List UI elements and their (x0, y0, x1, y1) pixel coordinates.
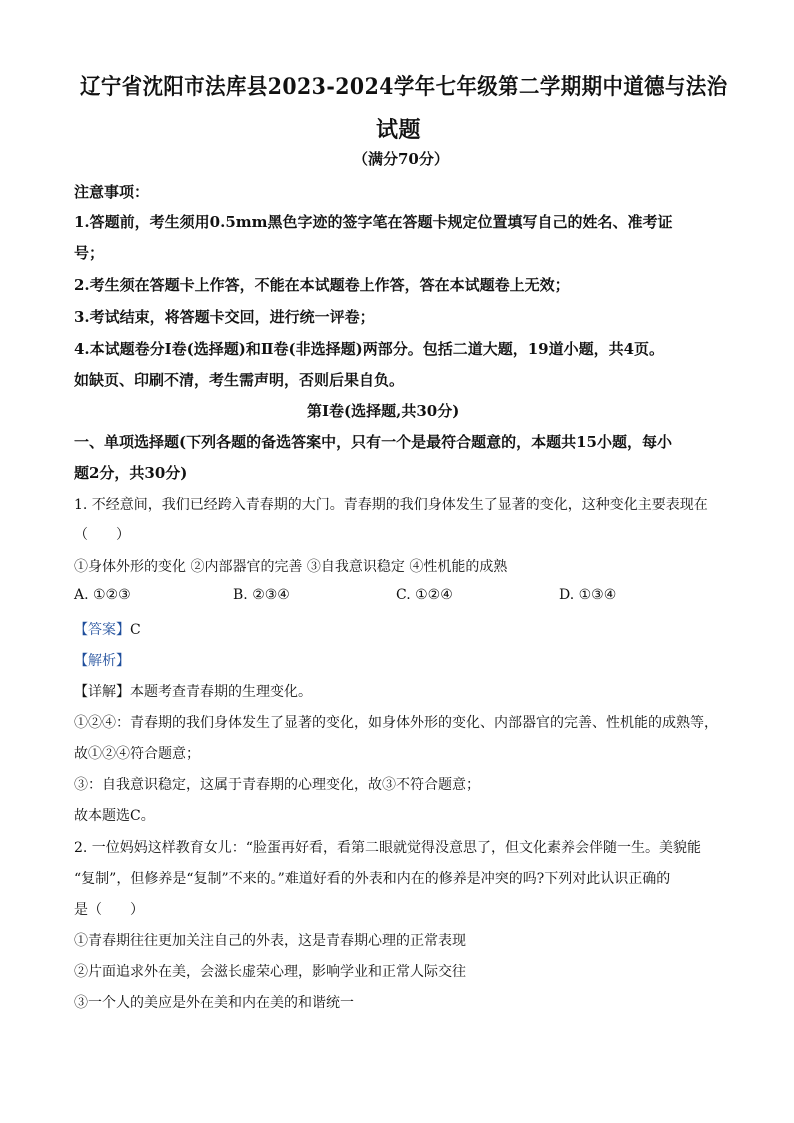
q1-items: ①身体外形的变化 ②内部器官的完善 ③自我意识稳定 ④性机能的成熟 (74, 559, 508, 575)
notice-item-1-line2: 号； (74, 244, 105, 262)
q1-analysis-tag: 【解析】 (74, 653, 130, 669)
q2-stem-line1: 2. 一位妈妈这样教育女儿：“脸蛋再好看，看第二眼就觉得没意思了，但文化素养会伴随一生。美貌能 (74, 840, 701, 856)
q1-option-b: B. ②③④ (233, 587, 290, 603)
answer-tag: 【答案】 (74, 622, 130, 638)
q1-option-d: D. ①③④ (559, 587, 617, 603)
q1-option-c: C. ①②④ (396, 587, 453, 603)
q1-stem-line2: （ ） (74, 527, 130, 543)
notice-item-1-line1: 1.答题前，考生须用0.5mm黑色字迹的签字笔在答题卡规定位置填写自己的姓名、准考证 (74, 213, 673, 231)
q1-option-a: A. ①②③ (74, 587, 131, 603)
q1-conclusion: 故本题选C。 (74, 808, 155, 824)
q1-explanation-1-line2: 故①②④符合题意； (74, 746, 200, 762)
q1-stem-line1: 1. 不经意间，我们已经跨入青春期的大门。青春期的我们身体发生了显著的变化，这种变化主要表现在 (74, 497, 708, 513)
q1-detail (74, 681, 312, 701)
detail-tag: 【详解】 (74, 684, 130, 700)
exam-score: （满分70分） (353, 150, 449, 168)
section1-heading-line2: 题2分，共30分) (74, 464, 188, 482)
notice-item-3: 3.考试结束，将答题卡交回，进行统一评卷； (74, 308, 375, 326)
notice-heading: 注意事项： (74, 183, 150, 201)
answer-value: C (130, 622, 141, 638)
q2-item-2: ②片面追求外在美，会滋长虚荣心理，影响学业和正常人际交往 (74, 964, 466, 980)
part1-heading: 第Ⅰ卷(选择题,共30分) (307, 402, 460, 420)
section1-heading-line1: 一、单项选择题(下列各题的备选答案中，只有一个是最符合题意的，本题共15小题，每小 (74, 433, 672, 451)
q2-item-3: ③一个人的美应是外在美和内在美的和谐统一 (74, 995, 354, 1011)
q1-answer (74, 619, 141, 639)
notice-item-4-line1: 4.本试题卷分Ⅰ卷(选择题)和Ⅱ卷(非选择题)两部分。包括二道大题，19道小题，共4页。 (74, 340, 665, 358)
q2-stem-line3: 是（ ） (74, 902, 144, 918)
q1-explanation-1-line1: ①②④：青春期的我们身体发生了显著的变化，如身体外形的变化、内部器官的完善、性机能的成熟等， (74, 715, 718, 731)
q2-item-1: ①青春期往往更加关注自己的外表，这是青春期心理的正常表现 (74, 933, 466, 949)
detail-text: 本题考查青春期的生理变化。 (130, 684, 312, 700)
exam-title-line1: 辽宁省沈阳市法库县2023-2024学年七年级第二学期期中道德与法治 (80, 74, 728, 100)
q2-stem-line2: “复制”，但修养是“复制”不来的。”难道好看的外表和内在的修养是冲突的吗?下列对此认识正确的 (74, 871, 671, 887)
notice-item-4-line2: 如缺页、印刷不清，考生需声明，否则后果自负。 (74, 371, 405, 389)
q1-explanation-2: ③：自我意识稳定，这属于青春期的心理变化，故③不符合题意； (74, 777, 480, 793)
notice-item-2: 2.考生须在答题卡上作答，不能在本试题卷上作答，答在本试题卷上无效； (74, 276, 570, 294)
exam-title-line2: 试题 (376, 117, 422, 143)
